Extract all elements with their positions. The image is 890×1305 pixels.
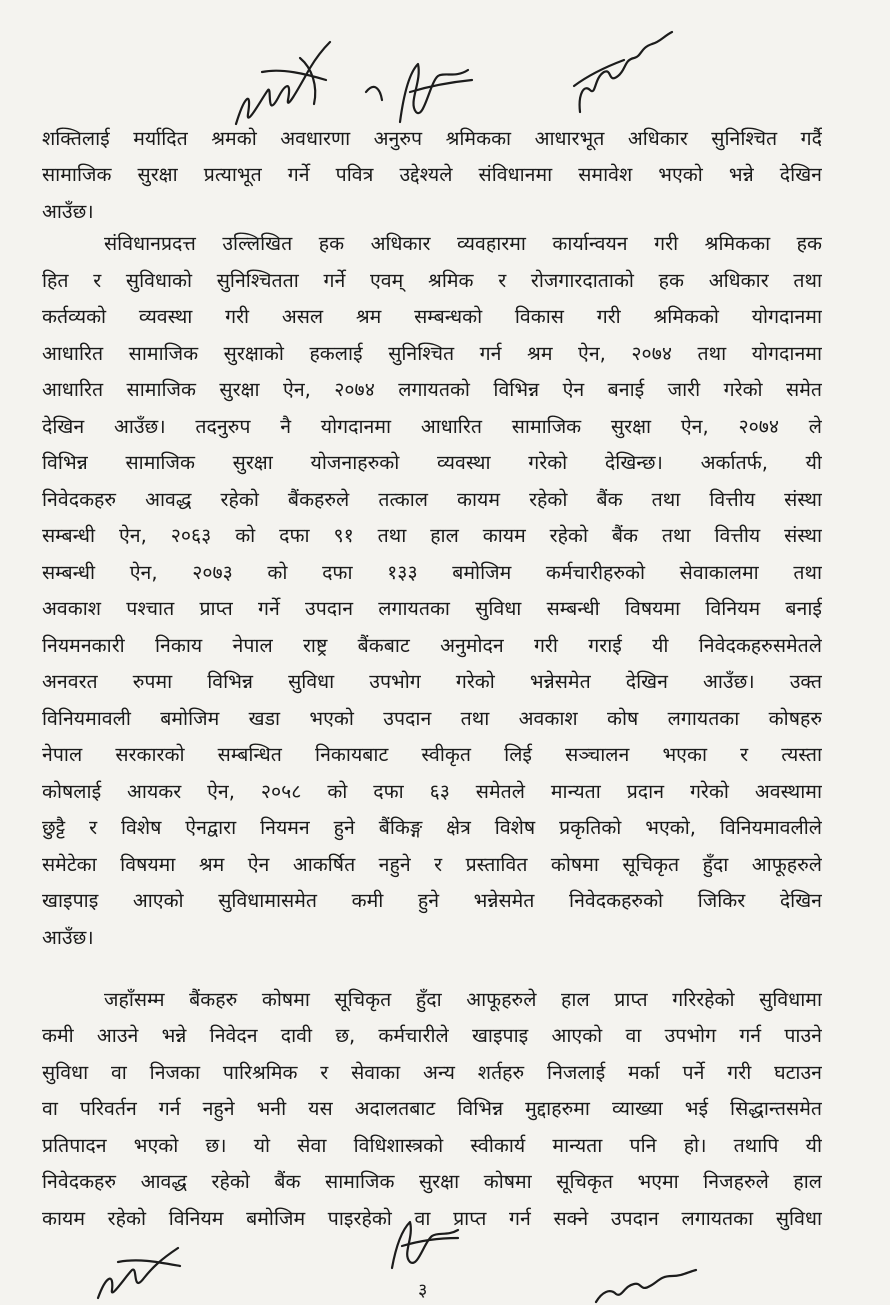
- text-line: सम्बन्धी ऐन, २०६३ को दफा ९१ तथा हाल कायम रहेको बैंक तथा वित्तीय संस्था: [42, 524, 822, 547]
- text-line: कोषलाई आयकर ऐन, २०५८ को दफा ६३ समेतले मान्यता प्रदान गरेको अवस्थामा: [42, 780, 822, 803]
- text-line: कायम रहेको विनियम बमोजिम पाइरहेको वा प्राप्त गर्न सक्ने उपदान लगायतका सुविधा: [42, 1207, 822, 1230]
- text-line: देखिन आउँछ। तदनुरुप नै योगदानमा आधारित सामाजिक सुरक्षा ऐन, २०७४ ले: [42, 415, 822, 438]
- text-line: जहाँसम्म बैंकहरु कोषमा सूचिकृत हुँदा आफूहरुले हाल प्राप्त गरिरहेको सुविधामा: [104, 988, 822, 1011]
- text-line: प्रतिपादन भएको छ। यो सेवा विधिशास्त्रको स्वीकार्य मान्यता पनि हो। तथापि यी: [42, 1134, 822, 1157]
- text-line: अवकाश पश्चात प्राप्त गर्ने उपदान लगायतका सुविधा सम्बन्धी विषयमा विनियम बनाई: [42, 597, 822, 620]
- text-line: कर्तव्यको व्यवस्था गरी असल श्रम सम्बन्धको विकास गरी श्रमिकको योगदानमा: [42, 305, 822, 328]
- text-line: शक्तिलाई मर्यादित श्रमको अवधारणा अनुरुप श्रमिकका आधारभूत अधिकार सुनिश्चित गर्दै: [42, 127, 822, 150]
- text-line: अनवरत रुपमा विभिन्न सुविधा उपभोग गरेको भन्नेसमेत देखिन आउँछ। उक्त: [42, 670, 822, 693]
- text-line: सम्बन्धी ऐन, २०७३ को दफा १३३ बमोजिम कर्मचारीहरुको सेवाकालमा तथा: [42, 561, 822, 584]
- text-line: कमी आउने भन्ने निवेदन दावी छ, कर्मचारीले खाइपाइ आएको वा उपभोग गर्न पाउने: [42, 1024, 822, 1047]
- text-line: हित र सुविधाको सुनिश्चितता गर्ने एवम् श्रमिक र रोजगारदाताको हक अधिकार तथा: [42, 269, 822, 292]
- text-line: आउँछ।: [42, 200, 94, 223]
- text-line: आधारित सामाजिक सुरक्षा ऐन, २०७४ लगायतको विभिन्न ऐन बनाई जारी गरेको समेत: [42, 378, 822, 401]
- page-number: ३: [418, 1280, 428, 1301]
- text-line: संविधानप्रदत्त उल्लिखित हक अधिकार व्यवहारमा कार्यान्वयन गरी श्रमिकका हक: [104, 232, 822, 255]
- text-line: खाइपाइ आएको सुविधामासमेत कमी हुने भन्नेसमेत निवेदकहरुको जिकिर देखिन: [42, 889, 822, 912]
- signature-top-right: [560, 24, 680, 124]
- text-line: निवेदकहरु आवद्ध रहेको बैंकहरुले तत्काल कायम रहेको बैंक तथा वित्तीय संस्था: [42, 488, 822, 511]
- text-line: विनियमावली बमोजिम खडा भएको उपदान तथा अवकाश कोष लगायतका कोषहरु: [42, 707, 822, 730]
- signature-top-middle: [360, 52, 480, 132]
- text-line: आधारित सामाजिक सुरक्षाको हकलाई सुनिश्चित गर्न श्रम ऐन, २०७४ तथा योगदानमा: [42, 342, 822, 365]
- text-line: समेटेका विषयमा श्रम ऐन आकर्षित नहुने र प्रस्तावित कोषमा सूचिकृत हुँदा आफूहरुले: [42, 853, 822, 876]
- text-line: वा परिवर्तन गर्न नहुने भनी यस अदालतबाट विभिन्न मुद्दाहरुमा व्याख्या भई सिद्धान्तसमेत: [42, 1097, 822, 1120]
- text-line: विभिन्न सामाजिक सुरक्षा योजनाहरुको व्यवस्था गरेको देखिन्छ। अर्कातर्फ, यी: [42, 451, 822, 474]
- text-line: नेपाल सरकारको सम्बन्धित निकायबाट स्वीकृत लिई सञ्चालन भएका र त्यस्ता: [42, 743, 822, 766]
- signature-bottom-middle: [372, 1212, 462, 1272]
- text-line: सुविधा वा निजका पारिश्रमिक र सेवाका अन्य शर्तहरु निजलाई मर्का पर्ने गरी घटाउन: [42, 1061, 822, 1084]
- text-line: निवेदकहरु आवद्ध रहेको बैंक सामाजिक सुरक्षा कोषमा सूचिकृत भएमा निजहरुले हाल: [42, 1170, 822, 1193]
- text-line: छुट्टै र विशेष ऐनद्वारा नियमन हुने बैंकिङ्ग क्षेत्र विशेष प्रकृतिको भएको, विनियमावलीले: [42, 816, 822, 839]
- text-line: सामाजिक सुरक्षा प्रत्याभूत गर्ने पवित्र उद्देश्यले संविधानमा समावेश भएको भन्ने देखिन: [42, 163, 822, 186]
- signature-top-left: [222, 28, 342, 138]
- text-line: आउँछ।: [42, 926, 94, 949]
- text-line: नियमनकारी निकाय नेपाल राष्ट्र बैंकबाट अनुमोदन गरी गराई यी निवेदकहरुसमेतले: [42, 634, 822, 657]
- signature-bottom-right: [590, 1268, 700, 1305]
- signature-bottom-left: [88, 1232, 188, 1302]
